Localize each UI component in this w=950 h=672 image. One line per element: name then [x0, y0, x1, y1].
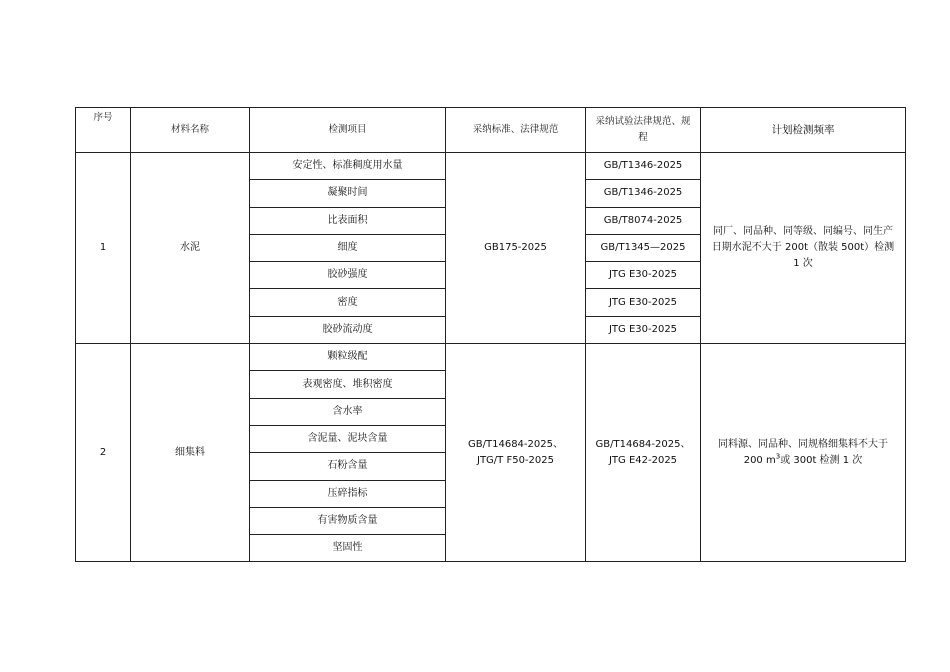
header-row — [76, 108, 906, 153]
table-row — [76, 344, 906, 371]
header-standard: 采纳标准、法律规范 — [446, 108, 586, 153]
table-row — [76, 153, 906, 180]
test-item: 石粉含量 — [250, 453, 446, 480]
frequency-line: 同料源、同品种、同规格细集料不大于 — [718, 438, 888, 450]
frequency-cell: 同厂、同品种、同等级、同编号、同生产日期水泥不大于 200t（散装 500t）检测 1 次 — [701, 153, 906, 344]
standard-cell: GB175-2025 — [446, 153, 586, 344]
group-index: 1 — [76, 153, 131, 344]
test-item: 有害物质含量 — [250, 507, 446, 534]
header-index: 序号 — [76, 108, 131, 153]
standard-cell — [446, 344, 586, 562]
method-line: GB/T14684-2025、 — [595, 438, 691, 450]
test-item: 细度 — [250, 234, 446, 261]
test-item: 坚固性 — [250, 535, 446, 562]
test-method: JTG E30-2025 — [586, 289, 701, 316]
frequency-tail: 或 300t 检测 1 次 — [780, 454, 863, 466]
frequency-cell — [701, 344, 906, 562]
group-index: 2 — [76, 344, 131, 562]
header-item: 检测项目 — [250, 108, 446, 153]
frequency-value: 200 m — [743, 454, 776, 466]
test-method: GB/T1346-2025 — [586, 180, 701, 207]
test-item: 含泥量、泥块含量 — [250, 425, 446, 452]
test-item: 胶砂强度 — [250, 262, 446, 289]
test-method: GB/T1346-2025 — [586, 153, 701, 180]
test-method: GB/T8074-2025 — [586, 207, 701, 234]
test-item: 颗粒级配 — [250, 344, 446, 371]
header-test-method: 采纳试验法律规范、规程 — [586, 108, 701, 153]
test-item: 表观密度、堆积密度 — [250, 371, 446, 398]
test-item: 安定性、标准稠度用水量 — [250, 153, 446, 180]
test-method: GB/T1345—2025 — [586, 234, 701, 261]
standard-line: JTG/T F50-2025 — [477, 454, 554, 466]
method-line: JTG E42-2025 — [608, 454, 678, 466]
test-item: 含水率 — [250, 398, 446, 425]
test-method: JTG E30-2025 — [586, 316, 701, 343]
test-item: 凝聚时间 — [250, 180, 446, 207]
test-item: 比表面积 — [250, 207, 446, 234]
header-frequency: 计划检测频率 — [701, 108, 906, 153]
test-method — [586, 344, 701, 562]
test-item: 压碎指标 — [250, 480, 446, 507]
test-method: JTG E30-2025 — [586, 262, 701, 289]
inspection-plan-table — [75, 107, 906, 562]
test-item: 密度 — [250, 289, 446, 316]
test-item: 胶砂流动度 — [250, 316, 446, 343]
material-name: 细集料 — [131, 344, 250, 562]
header-material: 材料名称 — [131, 108, 250, 153]
material-name: 水泥 — [131, 153, 250, 344]
unit-superscript: 3 — [775, 452, 781, 461]
standard-line: GB/T14684-2025、 — [468, 438, 563, 450]
